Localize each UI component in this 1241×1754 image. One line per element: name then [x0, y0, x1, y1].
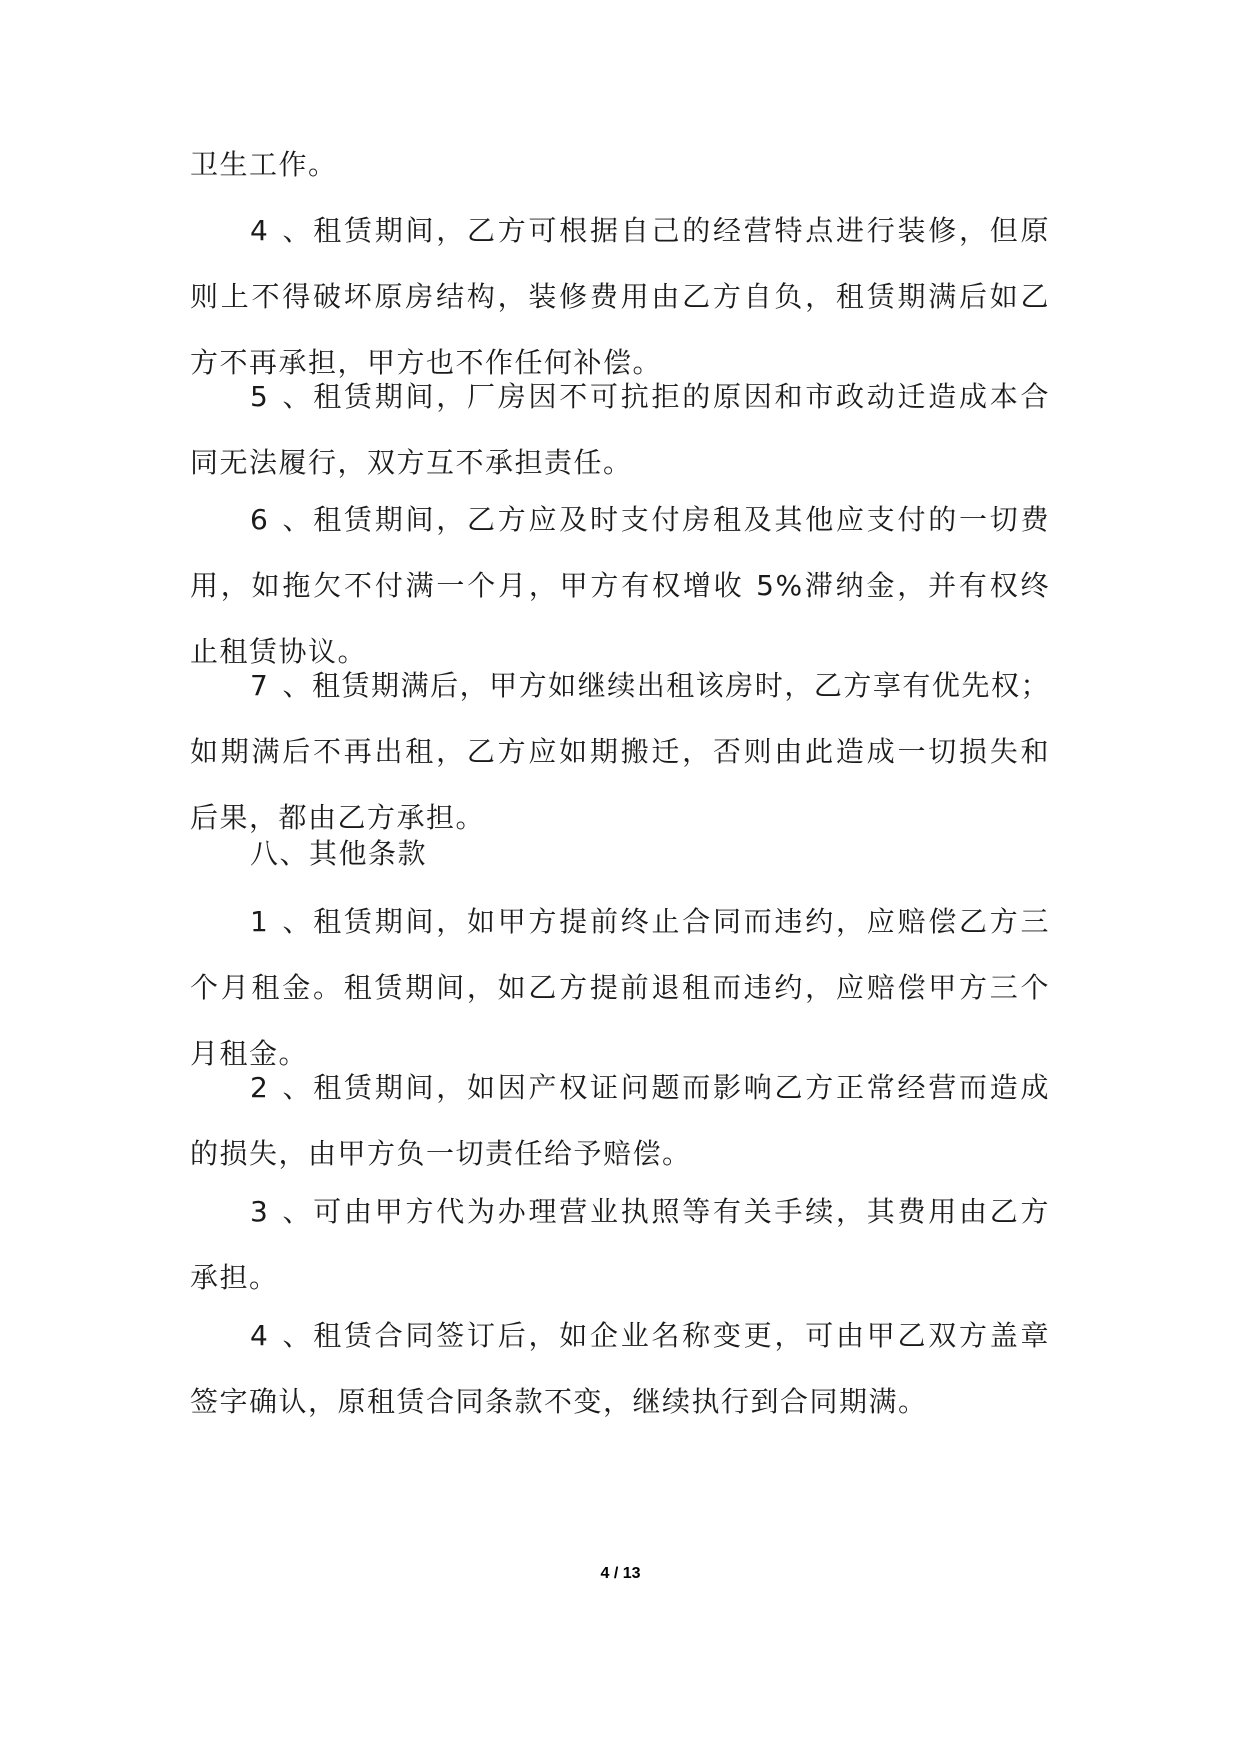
- clause-number: 5、: [250, 380, 312, 413]
- text-line: 则上不得破坏原房结构，装修费用由乙方自负，租赁期满后如乙: [190, 280, 1050, 313]
- text-line: 签字确认，原租赁合同条款不变，继续执行到合同期满。: [190, 1385, 928, 1418]
- clause-number: 7、: [250, 669, 312, 702]
- text-line: 3、可由甲方代为办理营业执照等有关手续，其费用由乙方: [190, 1179, 1050, 1245]
- text-line: 承担。: [190, 1261, 279, 1294]
- text-line: 止租赁协议。: [190, 635, 368, 668]
- text-line: 4、租赁合同签订后，如企业名称变更，可由甲乙双方盖章: [190, 1303, 1050, 1369]
- text-line: 2、租赁期间，如因产权证问题而影响乙方正常经营而造成: [190, 1055, 1050, 1121]
- clause-number: 4、: [250, 214, 312, 247]
- text-line: 的损失，由甲方负一切责任给予赔偿。: [190, 1137, 692, 1170]
- text-line: 个月租金。租赁期间，如乙方提前退租而违约，应赔偿甲方三个: [190, 971, 1050, 1004]
- clause-7-5: [190, 364, 1050, 496]
- text-line: 同无法履行，双方互不承担责任。: [190, 446, 633, 479]
- page-number: 4 / 13: [600, 1565, 641, 1582]
- text-line: 4、租赁期间，乙方可根据自己的经营特点进行装修，但原: [190, 198, 1050, 264]
- section-heading: [190, 821, 1050, 887]
- clause-8-2: [190, 1055, 1050, 1187]
- clause-number: 2、: [250, 1071, 312, 1104]
- text-line: 用，如拖欠不付满一个月，甲方有权增收 5%滞纳金，并有权终: [190, 569, 1050, 602]
- text-line: 7、租赁期满后，甲方如继续出租该房时，乙方享有优先权；: [190, 653, 1050, 719]
- text-line: 1、租赁期间，如甲方提前终止合同而违约，应赔偿乙方三: [190, 889, 1050, 955]
- text-line: 6、租赁期间，乙方应及时支付房租及其他应支付的一切费: [190, 487, 1050, 553]
- clause-number: 1、: [250, 905, 312, 938]
- text-line: 方不再承担，甲方也不作任何补偿。: [190, 346, 663, 379]
- clause-number: 4、: [250, 1319, 312, 1352]
- section-title: 八、其他条款: [250, 837, 428, 870]
- clause-number: 3、: [250, 1195, 312, 1228]
- clause-8-4: [190, 1303, 1050, 1435]
- paragraph-continuation: [190, 132, 1050, 198]
- clause-8-3: [190, 1179, 1050, 1311]
- text-line: 月租金。: [190, 1037, 309, 1070]
- text-line: 卫生工作。: [190, 148, 338, 181]
- clause-number: 6、: [250, 503, 312, 536]
- text-line: 5、租赁期间，厂房因不可抗拒的原因和市政动迁造成本合: [190, 364, 1050, 430]
- text-line: 如期满后不再出租，乙方应如期搬迁，否则由此造成一切损失和: [190, 735, 1050, 768]
- text-line: 后果，都由乙方承担。: [190, 801, 486, 834]
